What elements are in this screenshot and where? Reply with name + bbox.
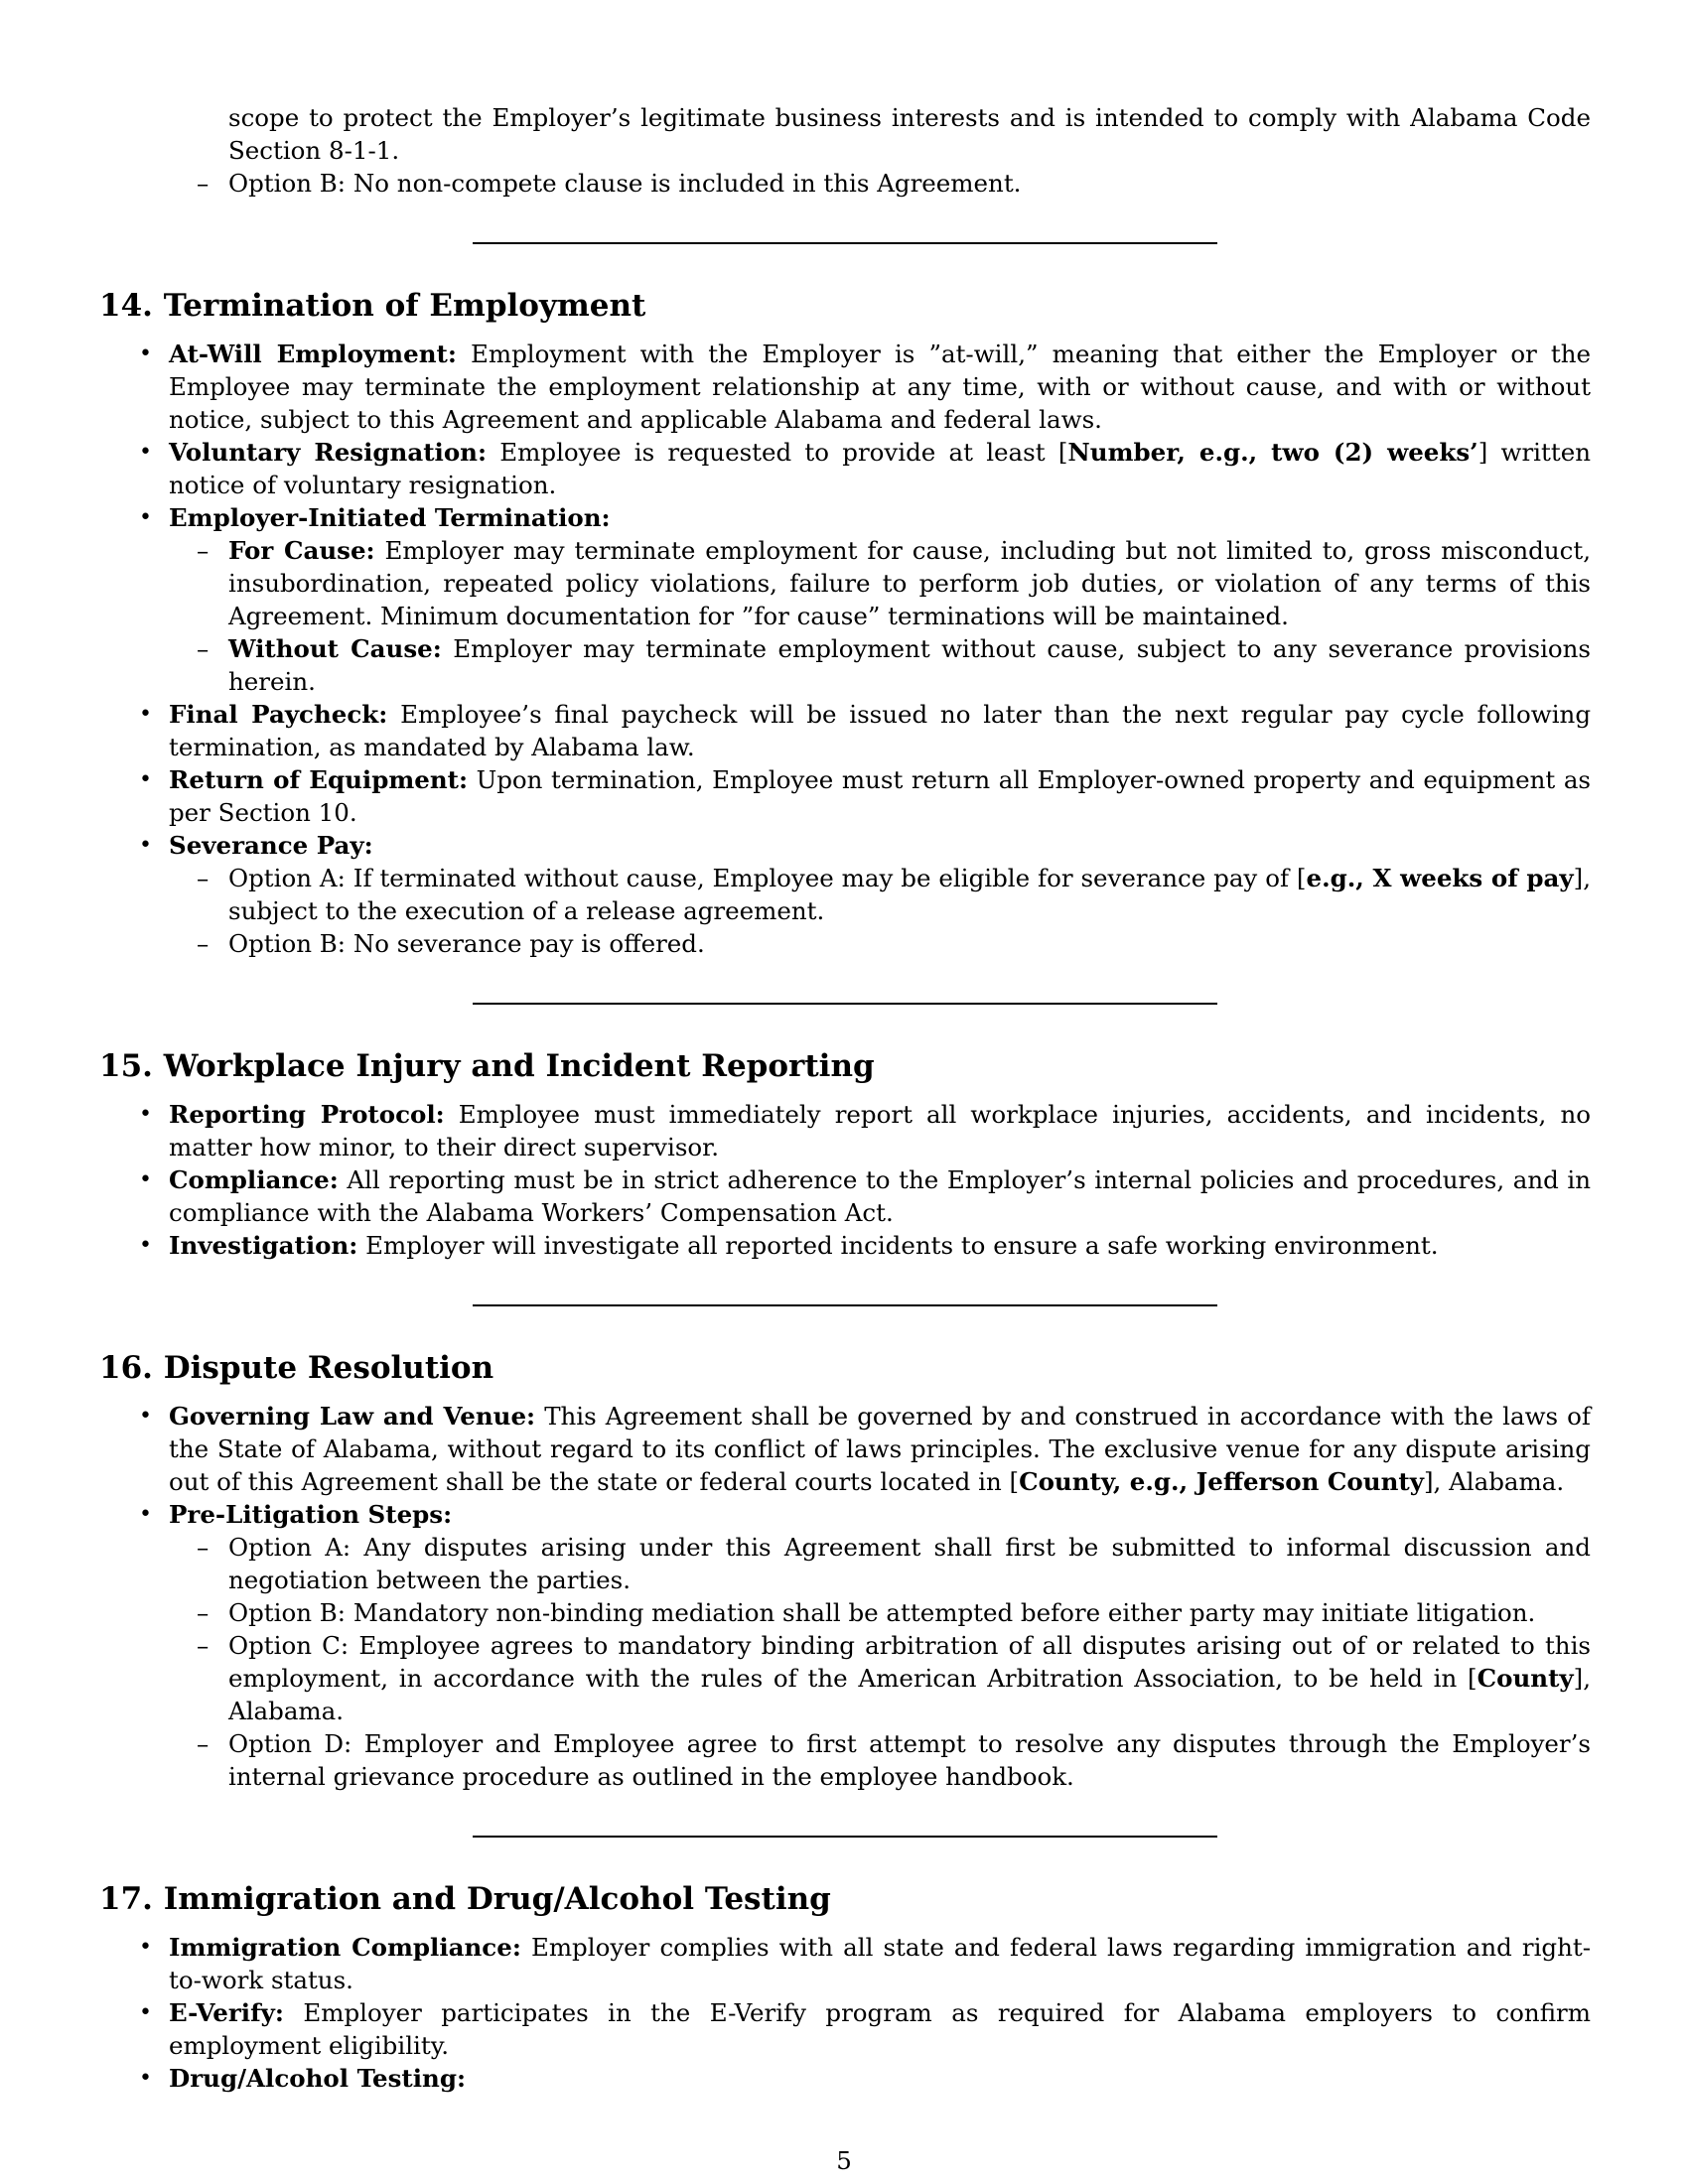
list-item-reporting-protocol (139, 1098, 1591, 1163)
list-item-immigration (139, 1931, 1591, 1996)
section-divider (473, 1836, 1217, 1838)
page-content (99, 101, 1591, 2095)
item-text: Employment with the Employer is ”at-will,” meaning that either the Employer or the Employee may terminate the employment relationship at any time, with or without cause, and with or without notice, subject to this Agreement and applicable Alabama and federal laws. (169, 340, 1591, 434)
subitem-severance-option-a (197, 862, 1591, 927)
item-text: Option B: Mandatory non-binding mediation shall be attempted before either party may initiate litigation. (228, 1598, 1536, 1627)
page-number: 5 (836, 2146, 852, 2175)
item-text: ] written notice of voluntary resignation. (169, 438, 1591, 499)
list-item-voluntary-resignation (139, 436, 1591, 501)
list-item-return-equipment (139, 763, 1592, 829)
item-label: Without Cause: (228, 634, 442, 663)
item-label: Reporting Protocol: (169, 1100, 445, 1129)
bullet-marker: • (139, 1935, 152, 1960)
list-item-investigation (139, 1229, 1591, 1262)
dash-marker: – (197, 536, 210, 565)
item-label: Severance Pay: (169, 831, 373, 860)
subitem-without-cause (197, 632, 1592, 698)
continuation-text: scope to protect the Employer’s legitimate business interests and is intended to comply with Alabama Code Section 8-1-1. (228, 103, 1591, 165)
item-label: Drug/Alcohol Testing: (169, 2064, 467, 2093)
bullet-marker: • (139, 767, 152, 792)
section-15-heading: 15. Workplace Injury and Incident Reporting (99, 1048, 875, 1084)
section-14-heading: 14. Termination of Employment (99, 288, 646, 324)
list-item-employer-initiated (139, 501, 1592, 698)
placeholder-field: e.g., X weeks of pay (1306, 864, 1574, 892)
bullet-marker: • (139, 2066, 152, 2091)
placeholder-field: County, e.g., Jefferson County (1019, 1467, 1424, 1496)
item-text: Employee is requested to provide at least [ (499, 438, 1068, 467)
item-text: Employee’s final paycheck will be issued no later than the next regular pay cycle following termination, as mandated by Alabama law. (169, 700, 1592, 761)
item-label: Voluntary Resignation: (169, 438, 488, 467)
item-label: Investigation: (169, 1231, 358, 1260)
bullet-marker: • (139, 2000, 152, 2025)
placeholder-field: County (1477, 1664, 1574, 1693)
bullet-marker: • (139, 833, 152, 858)
item-label: Pre-Litigation Steps: (169, 1500, 453, 1529)
dash-marker: – (197, 1729, 210, 1758)
item-text: ], Alabama. (1423, 1467, 1565, 1496)
item-text: ], subject to the execution of a release agreement. (228, 864, 1591, 925)
item-text: Employer participates in the E-Verify program as required for Alabama employers to confirm employment eligibility. (169, 1998, 1592, 2060)
dash-marker: – (197, 634, 210, 663)
item-label: At-Will Employment: (169, 340, 457, 368)
item-text: All reporting must be in strict adherence to the Employer’s internal policies and procedures, and in compliance with the Alabama Workers’ Compensation Act. (169, 1165, 1591, 1227)
item-label: Compliance: (169, 1165, 339, 1194)
item-label: Employer-Initiated Termination: (169, 503, 611, 532)
placeholder-field: Number, e.g., two (2) weeks’ (1067, 438, 1478, 467)
item-text: Option A: If terminated without cause, Employee may be eligible for severance pay of [ (228, 864, 1307, 892)
bullet-marker: • (139, 1167, 152, 1192)
item-text: ], Alabama. (228, 1664, 1591, 1725)
subitem-dispute-option-c (197, 1629, 1591, 1727)
item-text: Option A: Any disputes arising under this Agreement shall first be submitted to informal discussion and negotiation between the parties. (228, 1533, 1591, 1594)
option-text: Option B: No non-compete clause is included in this Agreement. (228, 169, 1022, 198)
dash-marker: – (197, 1631, 210, 1660)
list-item-final-paycheck (139, 698, 1592, 763)
bullet-marker: • (139, 341, 152, 366)
dash-marker: – (197, 1598, 210, 1627)
bullet-marker: • (139, 440, 152, 465)
item-text: Employer will investigate all reported incidents to ensure a safe working environment. (365, 1231, 1439, 1260)
section-16-heading: 16. Dispute Resolution (99, 1350, 494, 1386)
bullet-marker: • (139, 1233, 152, 1258)
list-item-governing-law (139, 1400, 1592, 1498)
bullet-marker: • (139, 702, 152, 727)
item-text: Employer complies with all state and federal laws regarding immigration and right-to-work status. (169, 1933, 1591, 1994)
item-text: Option D: Employer and Employee agree to first attempt to resolve any disputes through the Employer’s internal grievance procedure as outlined in the employee handbook. (228, 1729, 1591, 1791)
item-text: Upon termination, Employee must return all Employer-owned property and equipment as per Section 10. (169, 765, 1592, 827)
item-text: Employee must immediately report all workplace injuries, accidents, and incidents, no matter how minor, to their direct supervisor. (169, 1100, 1591, 1161)
list-item-at-will (139, 338, 1591, 436)
subitem-dispute-option-d (197, 1727, 1591, 1793)
bullet-marker: • (139, 1404, 152, 1429)
item-text: Option C: Employee agrees to mandatory binding arbitration of all disputes arising out of or related to this employment, in accordance with the rules of the American Arbitration Association, to be held in [ (228, 1631, 1591, 1693)
item-text: Option B: No severance pay is offered. (228, 929, 705, 958)
item-label: Return of Equipment: (169, 765, 469, 794)
item-label: E-Verify: (169, 1998, 284, 2027)
subitem-severance-option-b (197, 927, 1591, 960)
list-item-drug-testing (139, 2062, 1591, 2095)
item-label: Immigration Compliance: (169, 1933, 521, 1962)
section-divider (473, 242, 1217, 244)
dash-marker: – (197, 169, 210, 198)
subitem-dispute-option-a (197, 1531, 1591, 1596)
subitem-dispute-option-b (197, 1596, 1591, 1629)
bullet-marker: • (139, 505, 152, 530)
item-label: Final Paycheck: (169, 700, 388, 729)
bullet-marker: • (139, 1502, 152, 1527)
bullet-marker: • (139, 1102, 152, 1127)
list-item-severance (139, 829, 1591, 960)
list-item-compliance (139, 1163, 1591, 1229)
item-text: Employer may terminate employment without cause, subject to any severance provisions herein. (228, 634, 1592, 696)
item-label: For Cause: (228, 536, 375, 565)
noncompete-option-b (197, 167, 1591, 200)
item-text: Employer may terminate employment for cause, including but not limited to, gross misconduct, insubordination, repeated policy violations, failure to perform job duties, or violation of any terms of this Agreement. Minimum documentation for ”for cause” terminations will be maintained. (228, 536, 1591, 630)
item-label: Governing Law and Venue: (169, 1402, 536, 1431)
item-text: This Agreement shall be governed by and construed in accordance with the laws of the State of Alabama, without regard to its conflict of laws principles. The exclusive venue for any dispute arising out of this Agreement shall be the state or federal courts located in [ (169, 1402, 1592, 1496)
list-item-pre-litigation (139, 1498, 1591, 1793)
section-divider (473, 1003, 1217, 1005)
subitem-for-cause (197, 534, 1591, 632)
list-item-everify (139, 1996, 1592, 2062)
section-17-heading: 17. Immigration and Drug/Alcohol Testing (99, 1881, 831, 1917)
dash-marker: – (197, 929, 210, 958)
section-divider (473, 1304, 1217, 1306)
dash-marker: – (197, 864, 210, 892)
dash-marker: – (197, 1533, 210, 1562)
